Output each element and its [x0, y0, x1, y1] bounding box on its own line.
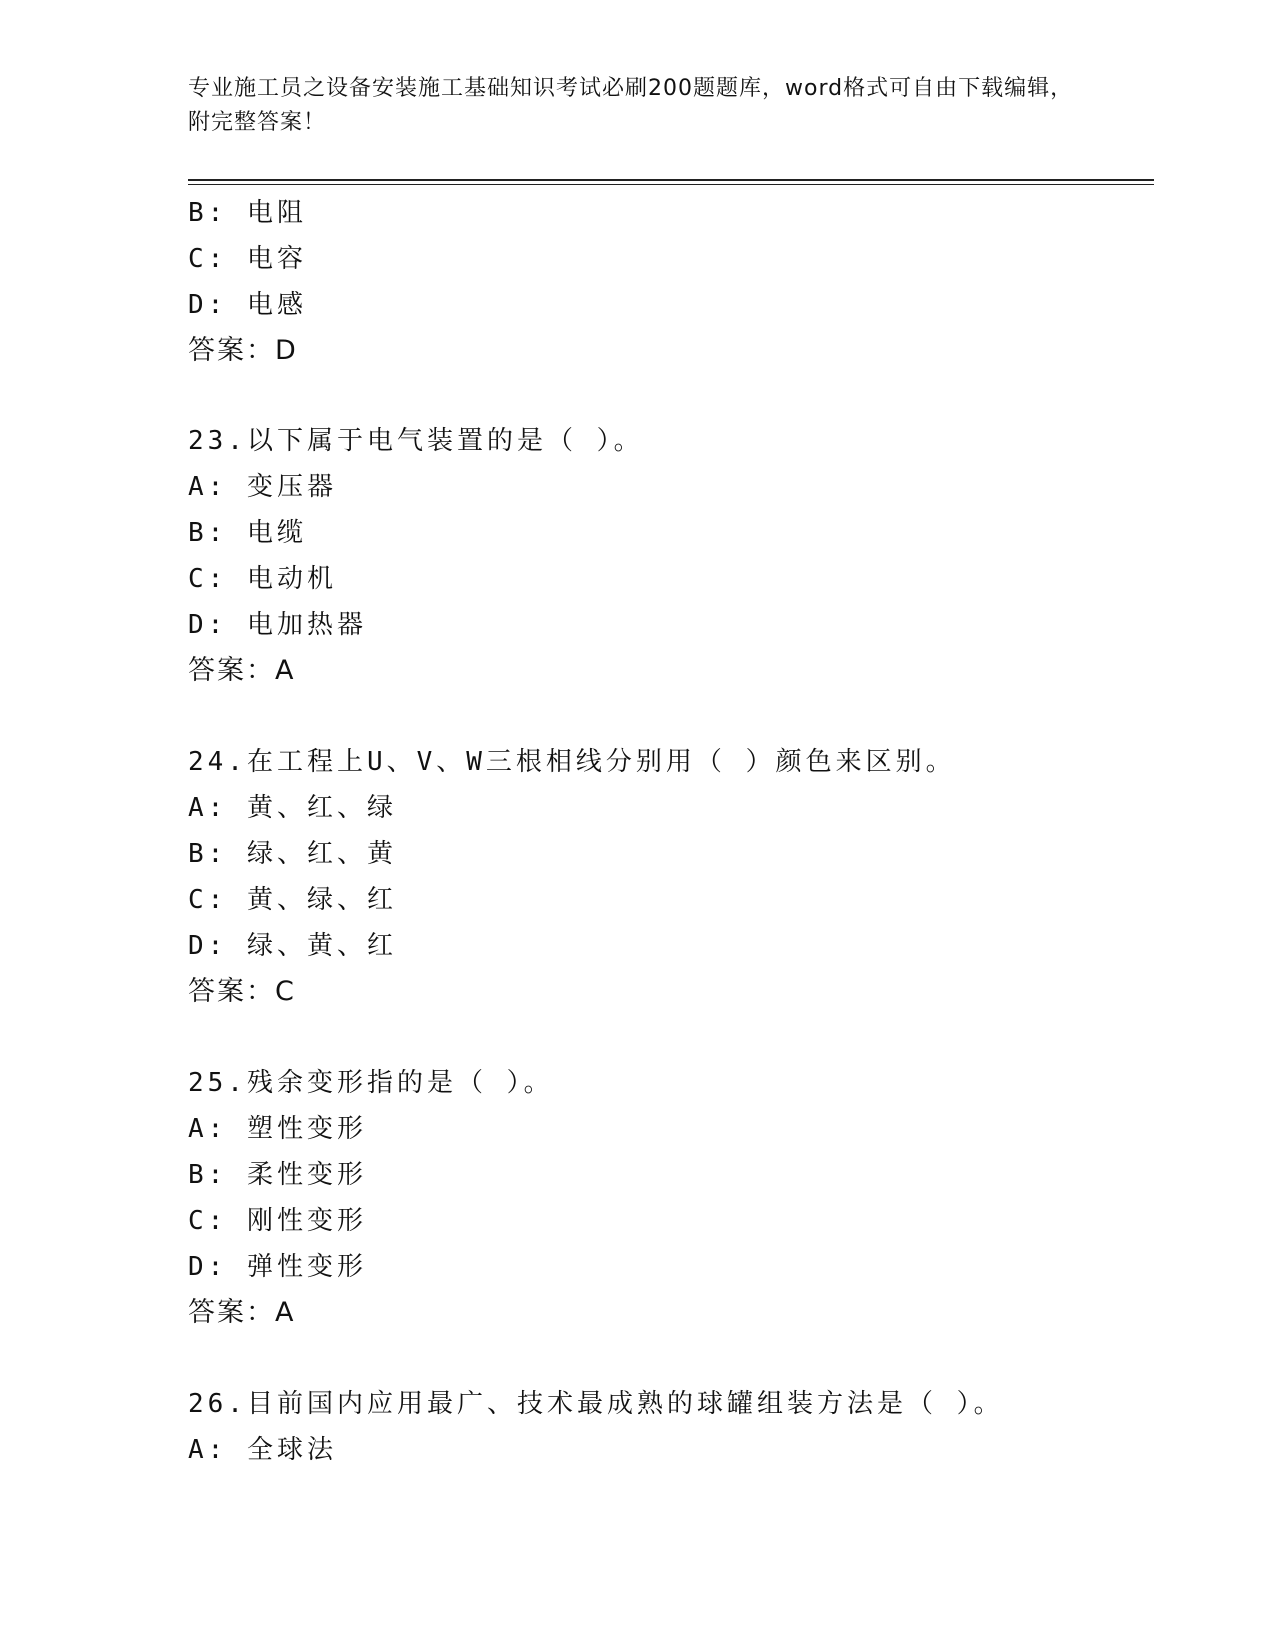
- option-line: A: 变压器: [188, 472, 337, 502]
- option-line: A: 塑性变形: [188, 1114, 367, 1144]
- option-line: B: 绿、红、黄: [188, 839, 397, 869]
- option-line: D: 电加热器: [188, 610, 367, 640]
- document-header-title: 专业施工员之设备安装施工基础知识考试必刷200题题库，word格式可自由下载编辑，附完整答案！: [188, 76, 1074, 135]
- answer-line: 答案：D: [188, 335, 298, 366]
- option-line: C: 刚性变形: [188, 1206, 367, 1236]
- question-text: 23.以下属于电气装置的是（ ）。: [188, 426, 644, 456]
- question-text: 25.残余变形指的是（ ）。: [188, 1068, 554, 1098]
- header-divider-bottom: [188, 184, 1154, 185]
- option-line: B: 电阻: [188, 198, 307, 228]
- option-line: A: 全球法: [188, 1435, 337, 1465]
- question-list: [188, 190, 1148, 1473]
- block-spacer: [188, 1336, 1148, 1381]
- question-text: 26.目前国内应用最广、技术最成熟的球罐组装方法是（ ）。: [188, 1389, 1004, 1419]
- answer-line: 答案：A: [188, 1297, 296, 1328]
- option-line: D: 电感: [188, 290, 307, 320]
- option-line: C: 电容: [188, 244, 307, 274]
- option-line: B: 电缆: [188, 518, 307, 548]
- block-spacer: [188, 374, 1148, 418]
- header-divider-top: [188, 179, 1154, 181]
- option-line: A: 黄、红、绿: [188, 793, 397, 823]
- option-line: D: 弹性变形: [188, 1252, 367, 1282]
- block-spacer: [188, 694, 1148, 739]
- option-line: C: 黄、绿、红: [188, 885, 397, 915]
- option-line: C: 电动机: [188, 564, 337, 594]
- answer-line: 答案：C: [188, 976, 296, 1007]
- block-spacer: [188, 1015, 1148, 1060]
- question-text: 24.在工程上U、V、W三根相线分别用（ ）颜色来区别。: [188, 747, 956, 777]
- option-line: D: 绿、黄、红: [188, 931, 397, 961]
- answer-line: 答案：A: [188, 655, 296, 686]
- option-line: B: 柔性变形: [188, 1160, 367, 1190]
